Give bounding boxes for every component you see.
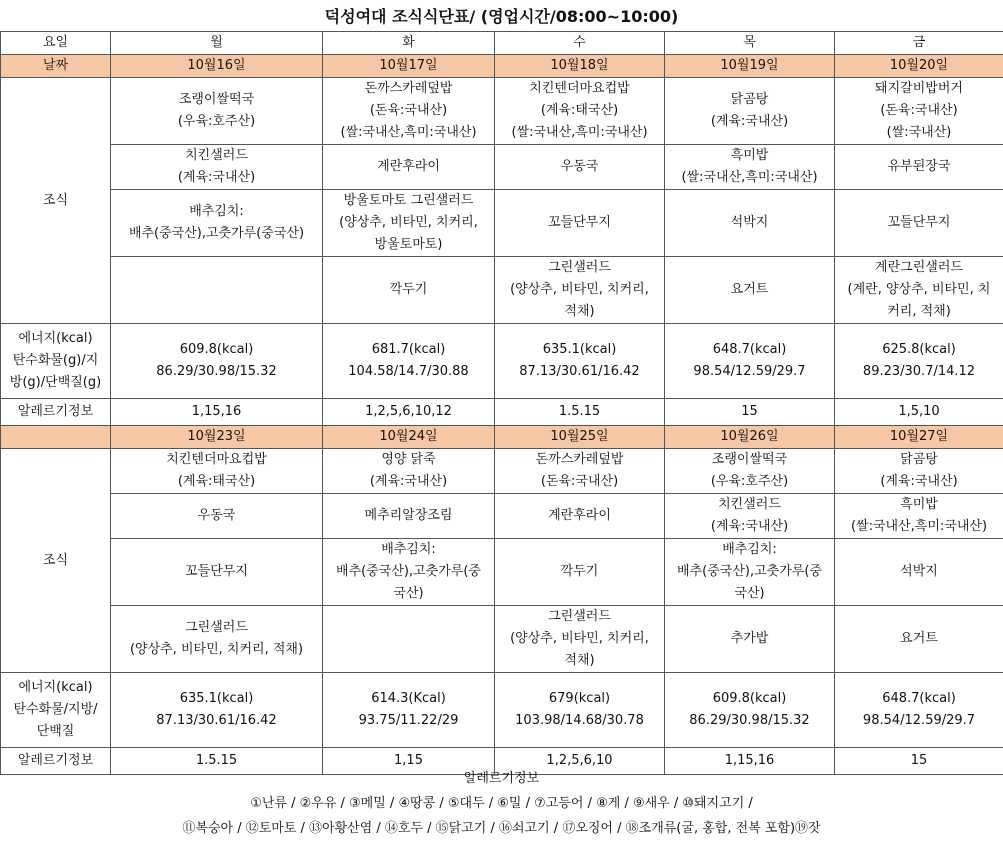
- menu-row: [1, 449, 1003, 494]
- cell-line: 치킨텐더마요컵밥: [166, 452, 267, 467]
- date-cell: 10월18일: [495, 55, 665, 78]
- cell-line: 깍두기: [389, 282, 428, 297]
- cell-line: (계육:태국산): [540, 103, 619, 118]
- menu-item: [495, 257, 665, 324]
- cell-line: 흑미밥: [900, 497, 938, 512]
- allergy-cell: 1,2,5,6,10,12: [323, 399, 495, 426]
- cell-line: (우육:호주산): [710, 474, 789, 489]
- cell-line: 국산): [393, 586, 424, 601]
- cell-line: 104.58/14.7/30.88: [348, 364, 469, 379]
- nutrition-cell: [495, 673, 665, 748]
- date-cell: 10월19일: [665, 55, 835, 78]
- date-cell: 10월25일: [495, 426, 665, 449]
- allergy-cell: 1,15,16: [111, 399, 323, 426]
- cell-line: (계육:국내산): [177, 170, 256, 185]
- cell-line: 679(kcal): [548, 691, 611, 706]
- menu-item: [111, 539, 323, 606]
- cell-line: 조랭이쌀떡국: [711, 452, 788, 467]
- cell-line: 닭곰탕: [730, 92, 769, 107]
- cell-line: 614.3(Kcal): [371, 691, 446, 706]
- cell-line: 치킨텐더마요컵밥: [529, 81, 630, 96]
- date-cell: 10월16일: [111, 55, 323, 78]
- menu-row: [1, 494, 1003, 539]
- cell-line: 석박지: [900, 564, 938, 579]
- cell-line: 그린샐러드: [548, 260, 611, 275]
- cell-line: 648.7(kcal): [882, 691, 956, 706]
- menu-item: [835, 190, 1003, 257]
- cell-line: 103.98/14.68/30.78: [515, 713, 644, 728]
- date-cell: 10월26일: [665, 426, 835, 449]
- date-label: 날짜: [1, 55, 111, 78]
- allergy-row: [1, 399, 1003, 426]
- cell-line: 625.8(kcal): [882, 342, 956, 357]
- menu-item: [495, 494, 665, 539]
- allergy-cell: 1.5.15: [495, 399, 665, 426]
- cell-line: 단백질: [36, 724, 75, 739]
- allergy-cell: 1,15: [323, 748, 495, 775]
- allergy-cell: 15: [835, 748, 1003, 775]
- menu-item: [111, 78, 323, 145]
- cell-line: (돈육:국내산): [880, 103, 958, 118]
- cell-line: 추가밥: [730, 631, 769, 646]
- menu-item: [665, 257, 835, 324]
- allergy-cell: 1.5.15: [111, 748, 323, 775]
- cell-line: (우육:호주산): [177, 114, 256, 129]
- menu-item: [323, 539, 495, 606]
- cell-line: 배추(중국산),고춧가루(중: [677, 564, 822, 579]
- cell-line: (쌀:국내산,흑미:국내산): [511, 125, 648, 140]
- menu-item: [665, 449, 835, 494]
- menu-item: [835, 145, 1003, 190]
- nutrition-cell: [323, 324, 495, 399]
- cell-line: 87.13/30.61/16.42: [519, 364, 640, 379]
- cell-line: 닭곰탕: [900, 452, 938, 467]
- cell-line: 87.13/30.61/16.42: [156, 713, 277, 728]
- date-cell: 10월17일: [323, 55, 495, 78]
- cell-line: 국산): [734, 586, 765, 601]
- cell-line: 적채): [564, 653, 595, 668]
- date-cell: 10월23일: [111, 426, 323, 449]
- cell-line: (쌀:국내산,흑미:국내산): [340, 125, 477, 140]
- menu-item: [495, 539, 665, 606]
- day-header: 월: [111, 32, 323, 55]
- cell-line: (계육:국내산): [880, 474, 958, 489]
- cell-line: 돈까스카레덮밥: [535, 452, 624, 467]
- cell-line: 그린샐러드: [185, 620, 248, 635]
- menu-item: [495, 606, 665, 673]
- cell-line: (계육:국내산): [710, 114, 789, 129]
- allergy-legend: [0, 766, 1003, 841]
- cell-line: 치킨샐러드: [718, 497, 781, 512]
- nutrition-cell: [111, 673, 323, 748]
- cell-line: (양상추, 비타민, 치커리,: [510, 631, 649, 646]
- cell-line: 98.54/12.59/29.7: [862, 713, 976, 728]
- allergy-legend-title: 알레르기정보: [463, 771, 540, 786]
- cell-line: 우동국: [197, 508, 236, 523]
- cell-line: 요거트: [730, 282, 769, 297]
- menu-item: [323, 190, 495, 257]
- date-row: [1, 426, 1003, 449]
- cell-line: (양상추, 비타민, 치커리,: [339, 215, 478, 230]
- nutrition-cell: [323, 673, 495, 748]
- menu-item: [665, 78, 835, 145]
- menu-item: [323, 145, 495, 190]
- menu-item: [835, 78, 1003, 145]
- cell-line: 648.7(kcal): [712, 342, 787, 357]
- menu-item: [111, 449, 323, 494]
- cell-line: 배추김치:: [189, 204, 244, 219]
- cell-line: 커리, 적채): [887, 304, 951, 319]
- date-cell: 10월24일: [323, 426, 495, 449]
- day-label: 요일: [1, 32, 111, 55]
- menu-item: [323, 494, 495, 539]
- cell-line: 적채): [564, 304, 595, 319]
- nutrition-label: [1, 673, 111, 748]
- menu-table: [0, 31, 1003, 775]
- date-row: [1, 55, 1003, 78]
- date-cell: 10월27일: [835, 426, 1003, 449]
- allergy-cell: 1,2,5,6,10: [495, 748, 665, 775]
- date-cell: 10월20일: [835, 55, 1003, 78]
- cell-line: 635.1(kcal): [542, 342, 617, 357]
- date-label: [1, 426, 111, 449]
- cell-line: 꼬들단무지: [548, 215, 611, 230]
- cell-line: 609.8(kcal): [712, 691, 787, 706]
- allergy-label: 알레르기정보: [1, 399, 111, 426]
- cell-line: (돈육:국내산): [369, 103, 448, 118]
- menu-item: [495, 449, 665, 494]
- cell-line: (계육:국내산): [710, 519, 789, 534]
- cell-line: 93.75/11.22/29: [358, 713, 459, 728]
- nutrition-cell: [835, 673, 1003, 748]
- cell-line: 요거트: [900, 631, 938, 646]
- cell-line: 유부된장국: [887, 159, 951, 174]
- cell-line: 돼지갈비밥버거: [875, 81, 963, 96]
- cell-line: 609.8(kcal): [179, 342, 254, 357]
- cell-line: 배추김치:: [381, 542, 436, 557]
- menu-item: [665, 145, 835, 190]
- nutrition-cell: [665, 324, 835, 399]
- cell-line: 배추(중국산),고춧가루(중국산): [128, 226, 305, 241]
- menu-item: [111, 190, 323, 257]
- day-header: 목: [665, 32, 835, 55]
- menu-row: [1, 190, 1003, 257]
- cell-line: 탄수화물/지방/: [13, 702, 98, 717]
- breakfast-label: 조식: [1, 449, 111, 673]
- nutrition-cell: [835, 324, 1003, 399]
- menu-item: [111, 494, 323, 539]
- cell-line: (계육:국내산): [369, 474, 448, 489]
- cell-line: 86.29/30.98/15.32: [156, 364, 277, 379]
- cell-line: 방(g)/단백질(g): [9, 375, 102, 390]
- breakfast-label: 조식: [1, 78, 111, 324]
- cell-line: (계란, 양상추, 비타민, 치: [847, 282, 991, 297]
- cell-line: 치킨샐러드: [185, 148, 248, 163]
- menu-item: [111, 606, 323, 673]
- day-header: 화: [323, 32, 495, 55]
- cell-line: 영양 닭죽: [381, 452, 436, 467]
- menu-item: [323, 78, 495, 145]
- menu-row: [1, 606, 1003, 673]
- allergy-legend-line: ①난류 / ②우유 / ③메밀 / ④땅콩 / ⑤대두 / ⑥밀 / ⑦고등어 / ⑧게 / ⑨새우 / ⑩돼지고기 /: [250, 796, 753, 811]
- cell-line: (쌀:국내산,흑미:국내산): [850, 519, 988, 534]
- cell-line: 98.54/12.59/29.7: [693, 364, 806, 379]
- cell-line: 635.1(kcal): [179, 691, 254, 706]
- menu-item: [111, 257, 323, 324]
- allergy-cell: 15: [665, 399, 835, 426]
- cell-line: (쌀:국내산): [886, 125, 952, 140]
- cell-line: 메추리알장조림: [364, 508, 453, 523]
- cell-line: 계란후라이: [377, 159, 440, 174]
- menu-row: [1, 539, 1003, 606]
- header-row: [1, 32, 1003, 55]
- menu-row: [1, 145, 1003, 190]
- menu-item: [323, 449, 495, 494]
- cell-line: 깍두기: [560, 564, 599, 579]
- cell-line: 우동국: [560, 159, 599, 174]
- menu-item: [665, 190, 835, 257]
- day-header: 금: [835, 32, 1003, 55]
- menu-item: [835, 449, 1003, 494]
- cell-line: 계란그린샐러드: [875, 260, 963, 275]
- nutrition-cell: [111, 324, 323, 399]
- menu-item: [323, 257, 495, 324]
- cell-line: 에너지(kcal): [18, 331, 93, 346]
- cell-line: 꼬들단무지: [185, 564, 248, 579]
- cell-line: 그린샐러드: [548, 609, 611, 624]
- cell-line: 배추김치:: [722, 542, 777, 557]
- nutrition-row: [1, 324, 1003, 399]
- cell-line: (양상추, 비타민, 치커리, 적채): [129, 642, 304, 657]
- nutrition-cell: [665, 673, 835, 748]
- cell-line: (계육:태국산): [177, 474, 256, 489]
- page-title: 덕성여대 조식식단표/ (영업시간/08:00~10:00): [324, 7, 679, 26]
- menu-item: [495, 145, 665, 190]
- day-header: 수: [495, 32, 665, 55]
- cell-line: 조랭이쌀떡국: [178, 92, 255, 107]
- cell-line: 86.29/30.98/15.32: [689, 713, 810, 728]
- menu-item: [835, 539, 1003, 606]
- allergy-legend-line: ⑪복숭아 / ⑫토마토 / ⑬아황산염 / ⑭호두 / ⑮닭고기 / ⑯쇠고기 / ⑰오징어 / ⑱조개류(굴, 홍합, 전복 포함)⑲잣: [182, 821, 821, 836]
- nutrition-label: [1, 324, 111, 399]
- cell-line: (돈육:국내산): [540, 474, 619, 489]
- cell-line: (쌀:국내산,흑미:국내산): [681, 170, 818, 185]
- menu-item: [665, 539, 835, 606]
- menu-row: [1, 78, 1003, 145]
- allergy-cell: 1,15,16: [665, 748, 835, 775]
- cell-line: 방울토마토): [374, 237, 443, 252]
- cell-line: 방울토마토 그린샐러드: [343, 193, 474, 208]
- cell-line: 흑미밥: [730, 148, 769, 163]
- cell-line: 배추(중국산),고춧가루(중: [336, 564, 481, 579]
- menu-item: [111, 145, 323, 190]
- cell-line: 탄수화물(g)/지: [12, 353, 99, 368]
- menu-item: [835, 257, 1003, 324]
- menu-item: [495, 78, 665, 145]
- menu-item: [835, 494, 1003, 539]
- menu-item: [323, 606, 495, 673]
- cell-line: 89.23/30.7/14.12: [862, 364, 976, 379]
- cell-line: 꼬들단무지: [887, 215, 951, 230]
- cell-line: 돈까스카레덮밥: [364, 81, 453, 96]
- nutrition-cell: [495, 324, 665, 399]
- cell-line: 계란후라이: [548, 508, 611, 523]
- menu-item: [665, 606, 835, 673]
- cell-line: 석박지: [730, 215, 769, 230]
- menu-item: [665, 494, 835, 539]
- cell-line: (양상추, 비타민, 치커리,: [510, 282, 649, 297]
- nutrition-row: [1, 673, 1003, 748]
- cell-line: 681.7(kcal): [371, 342, 446, 357]
- allergy-label: 알레르기정보: [1, 748, 111, 775]
- menu-item: [835, 606, 1003, 673]
- menu-item: [495, 190, 665, 257]
- menu-row: [1, 257, 1003, 324]
- allergy-cell: 1,5,10: [835, 399, 1003, 426]
- cell-line: 에너지(kcal): [18, 680, 93, 695]
